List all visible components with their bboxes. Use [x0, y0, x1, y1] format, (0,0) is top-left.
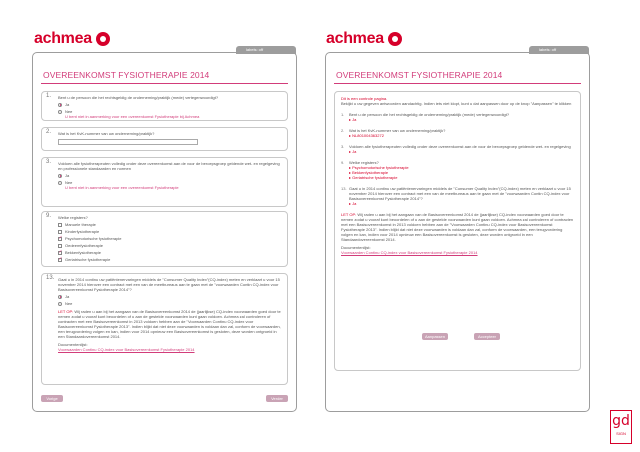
radio-icon[interactable] — [58, 181, 62, 185]
checkbox-label: Bekkenfysiotherapie — [65, 250, 102, 255]
register-checkbox[interactable] — [58, 229, 281, 234]
question-number: 1. — [46, 93, 52, 99]
radio-selected-icon[interactable] — [58, 103, 62, 107]
question-text: Welke registers? — [58, 215, 88, 220]
note-label: LET OP: — [341, 212, 357, 217]
checkbox-label: Psychomotorische fysiotherapie — [65, 236, 122, 241]
checkbox-icon[interactable] — [58, 230, 62, 234]
achmea-logo-icon — [96, 32, 110, 46]
radio-icon[interactable] — [58, 302, 62, 306]
question-number: 3. — [46, 159, 52, 165]
achmea-logo-icon — [388, 32, 402, 46]
summary-item — [341, 160, 574, 180]
register-checkbox[interactable] — [58, 257, 281, 262]
option-label: Nee — [65, 109, 73, 114]
question-number: 2. — [46, 129, 52, 135]
question-text: Gaat u in 2014 continu uw patiëntenervaringen middels de "Consumer Quality Index"(CQ-index) meten en verklaart u voor 15 november 2014 hierover een contract met een van de meetbureaus aan te gaan met de "voorwaarden Contin CQ-index voor Basisovereenkomst Fysiotherapie 2014"? — [58, 277, 280, 292]
document-link[interactable]: Voorwaarden Continu CQ-index voor Basisovereenkomst Fysiotherapie 2014 — [341, 250, 478, 255]
page-title: OVEREENKOMST FYSIOTHERAPIE 2014 — [43, 70, 210, 80]
note-label: LET OP: — [58, 309, 74, 314]
question-hint: U bent niet in aanmerking voor een overeenkomst Fysiotherapie bij Achmea — [65, 114, 200, 119]
register-checkbox[interactable] — [58, 222, 281, 227]
radio-icon[interactable] — [58, 110, 62, 114]
question-9 — [41, 211, 288, 267]
note-text: Wij raden u aan bij het aangaan van de Basisovereenkomst 2014 de (jaarlijkse) CQ-index voorwaarden goed door te nemen zodat u vooraf kunt beoordelen of u aan de gestelde voorwaarden kunt gaan voldoen. Achmea zal controleren of contracten met een Basisovereenkomst in 2013 voldoen hebben aan de "Voorwaarden Continu CQ-index voor Basisovereenkomst Fysiotherapie 2013". Indien blijkt dat niet deze voorwaarden is voldaan dan zal, conform de voorwaarden, een terugvordering volgen en kan, indien voor 2014 opnieuw een Basisovereenkomst is gesloten, deze worden ontgroeid in een Standaardovereenkomst 2014. — [58, 309, 281, 339]
question-3 — [41, 157, 288, 207]
checkbox-label: Kinderfysiotherapie — [65, 229, 100, 234]
achmea-logo-right — [326, 30, 402, 48]
summary-item — [341, 128, 574, 138]
answer-value: ▸ Ja — [349, 149, 574, 154]
achmea-logo-left — [34, 30, 110, 48]
option-label: Ja — [65, 102, 70, 107]
document-link[interactable]: Voorwaarden Continu CQ-index voor Basisovereenkomst Fysiotherapie 2014 — [58, 347, 195, 352]
question-text: Voldoen alle fysiotherapeuten volledig onder deze overeenkomst aan de voor de beroepsgroep geldende wet- en regelgeving — [349, 144, 571, 149]
documents-label: Documentenlijst: — [341, 245, 371, 250]
question-hint: U bent niet in aanmerking voor een overeenkomst Fysiotherapie — [65, 185, 179, 190]
checkbox-checked-icon[interactable] — [58, 258, 62, 262]
option-nee[interactable] — [58, 301, 281, 306]
signature-mark: gd — [612, 413, 630, 429]
adjust-button[interactable]: Aanpassen — [422, 333, 448, 340]
option-label: Nee — [65, 301, 73, 306]
summary-item — [341, 144, 574, 154]
labels-toggle[interactable]: labels: off — [529, 46, 589, 54]
question-number: 9. — [46, 213, 52, 219]
summary-item — [341, 186, 574, 206]
option-label: Nee — [65, 180, 73, 185]
option-ja[interactable] — [58, 294, 281, 299]
question-text: Bent u de persoon die het rechtsgeldig de onderneming/praktijk (mede) vertegenwoordigt? — [58, 95, 219, 100]
question-13 — [41, 273, 288, 385]
register-checkbox[interactable] — [58, 243, 281, 248]
answer-value: ▸ Bekkenfysiotherapie — [349, 170, 574, 175]
summary-heading: Dit is een controle pagina. — [341, 96, 388, 101]
question-1 — [41, 91, 288, 121]
review-summary — [334, 91, 581, 371]
question-text: Voldoen alle fysiotherapeuten volledig onder deze overeenkomst aan de voor de beroepsgroep geldende wet- en regelgeving en professionele standaarden en normen — [58, 161, 280, 171]
register-checkbox[interactable] — [58, 236, 281, 241]
accept-button[interactable]: Accepteer — [474, 333, 500, 340]
title-divider — [41, 83, 288, 84]
checkbox-checked-icon[interactable] — [58, 251, 62, 255]
checkbox-icon[interactable] — [58, 223, 62, 227]
title-divider — [334, 83, 581, 84]
note-text: Wij raden u aan bij het aangaan van de Basisovereenkomst 2014 de (jaarlijkse) CQ-index voorwaarden goed door te nemen zodat u vooraf kunt beoordelen of u aan de gestelde voorwaarden kunt gaan voldoen. Achmea zal controleren of contracten met een Basisovereenkomst in 2013 voldoen hebben aan de "Voorwaarden Continu CQ-index voor Basisovereenkomst Fysiotherapie 2013". Indien blijkt dat niet deze voorwaarden is voldaan dan zal, conform de voorwaarden, een terugvordering volgen en kan, indien voor 2014 opnieuw een Basisovereenkomst is gesloten, deze worden ontgroeid in een Standaardovereenkomst 2014. — [341, 212, 574, 242]
checkbox-icon[interactable] — [58, 244, 62, 248]
labels-toggle[interactable]: labels: off — [236, 46, 296, 54]
option-label: Ja — [65, 294, 70, 299]
question-number: 2. — [341, 128, 345, 133]
answer-value: ▸ Ja — [349, 201, 574, 206]
answer-value: ▸ NL801004363272 — [349, 133, 574, 138]
checkbox-checked-icon[interactable] — [58, 237, 62, 241]
answer-value: ▸ Geriatrische fysiotherapie — [349, 175, 574, 180]
question-text: Gaat u in 2014 continu uw patiëntenervaringen middels de "Consumer Quality Index"(CQ-index) meten en verklaart u voor 15 november 2014 hierover een contract met een van de meetbureaus aan te gaan met de "voorwaarden Contin CQ-index voor Basisovereenkomst Fysiotherapie 2014"? — [349, 186, 571, 201]
question-text: Bent u de persoon die het rechtsgeldig de onderneming/praktijk (mede) vertegenwoordigt? — [349, 112, 510, 117]
option-ja[interactable] — [58, 102, 281, 107]
question-number: 1. — [341, 112, 345, 117]
note-block — [58, 309, 281, 339]
option-label: Ja — [65, 173, 70, 178]
designer-signature-logo — [610, 410, 632, 444]
summary-intro: Bekijkt u uw gegeven antwoorden aandachtig. Indien iets niet klopt, kunt u dat aanpassen door op de knop "Aanpassen" te klikken — [341, 101, 572, 106]
brand-name: achmea — [326, 30, 384, 47]
question-text: Wat is het KvK-nummer van uw onderneming/praktijk? — [58, 131, 155, 136]
previous-button[interactable]: Vorige — [41, 395, 63, 402]
checkbox-label: Oedeemfysiotherapie — [65, 243, 104, 248]
question-number: 9. — [341, 160, 345, 165]
signature-label: SIGN — [616, 431, 626, 436]
register-checkbox[interactable] — [58, 250, 281, 255]
radio-selected-icon[interactable] — [58, 174, 62, 178]
question-number: 3. — [341, 144, 345, 149]
note-block — [341, 212, 574, 242]
summary-item — [341, 112, 574, 122]
next-button[interactable]: Verder — [266, 395, 288, 402]
answer-value: ▸ Psychomotorische fysiotherapie — [349, 165, 574, 170]
question-number: 13. — [46, 275, 55, 281]
option-ja[interactable] — [58, 173, 281, 178]
form-panel-left — [32, 47, 297, 412]
radio-selected-icon[interactable] — [58, 295, 62, 299]
question-text: Welke registers? — [349, 160, 379, 165]
form-panel-right — [325, 47, 590, 412]
kvk-number-input[interactable] — [58, 139, 198, 145]
question-2 — [41, 127, 288, 151]
page-title: OVEREENKOMST FYSIOTHERAPIE 2014 — [336, 70, 503, 80]
question-text: Wat is het KvK-nummer van uw onderneming/praktijk? — [349, 128, 446, 133]
brand-name: achmea — [34, 30, 92, 47]
checkbox-label: Geriatrische fysiotherapie — [65, 257, 111, 262]
documents-label: Documentenlijst: — [58, 342, 88, 347]
answer-value: ▸ Ja — [349, 117, 574, 122]
question-number: 13. — [341, 186, 347, 191]
checkbox-label: Manuele therapie — [65, 222, 96, 227]
